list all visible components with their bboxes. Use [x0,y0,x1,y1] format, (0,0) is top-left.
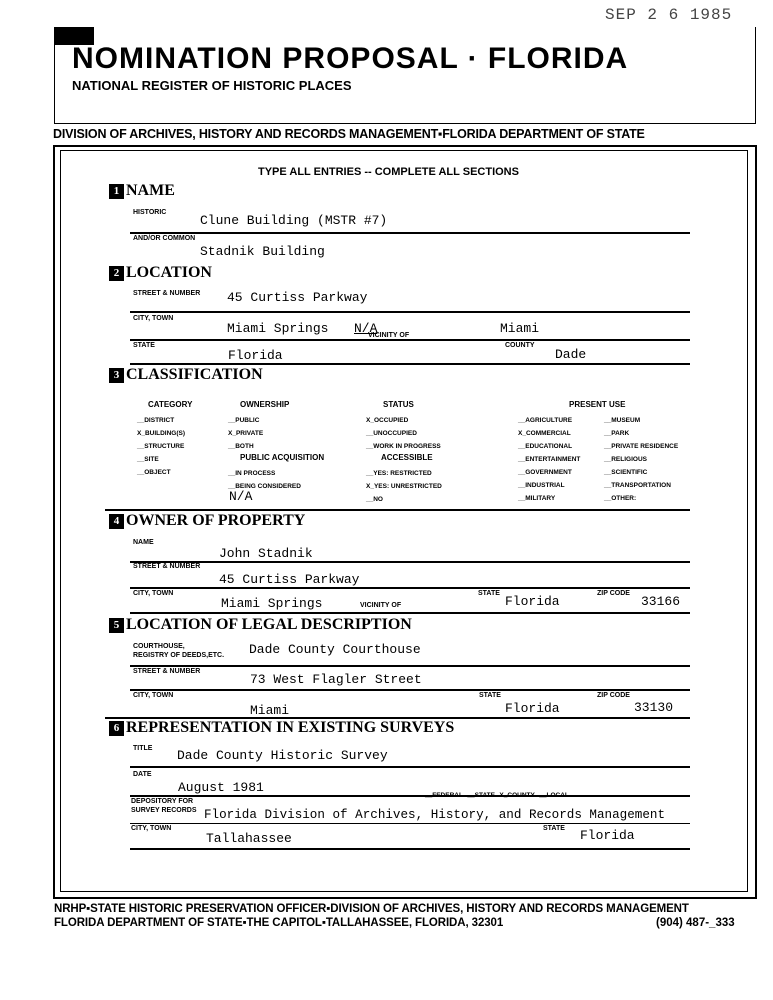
present-use-option[interactable]: __ENTERTAINMENT [518,456,581,463]
section-5-heading [109,616,412,634]
instructions: TYPE ALL ENTRIES -- COMPLETE ALL SECTIONS [258,166,519,178]
section-2-heading [109,264,212,282]
status-heading: STATUS [383,400,414,409]
section-title: LOCATION [126,264,212,281]
rule [130,587,690,589]
present-use-options-left [518,414,580,505]
survey-level-options [425,784,569,802]
depository-state-label: STATE [543,825,565,832]
ownership-option[interactable]: __BOTH [228,443,254,450]
level-option[interactable]: X_COUNTY [499,792,535,799]
owner-state-field[interactable]: Florida [505,594,560,609]
county-label: COUNTY [505,342,535,349]
section-1-heading [109,182,175,200]
legal-zip-field[interactable]: 33130 [634,700,674,715]
survey-date-field[interactable]: August 1981 [178,780,264,795]
rule [130,689,690,691]
present-use-option[interactable]: __TRANSPORTATION [604,482,671,489]
rule [130,311,690,313]
ownership-option[interactable]: X_PRIVATE [228,430,264,437]
city-label: CITY, TOWN [133,315,174,322]
owner-name-field[interactable]: John Stadnik [219,546,313,561]
footer-line-1: NRHP▪STATE HISTORIC PRESERVATION OFFICER▪DIVISION OF ARCHIVES, HISTORY AND RECORDS MANAGEMENT [54,903,689,915]
owner-city-field[interactable]: Miami Springs [221,596,323,611]
legal-city-label: CITY, TOWN [133,692,174,699]
form-subtitle: NATIONAL REGISTER OF HISTORIC PLACES [72,78,352,93]
present-use-option[interactable]: __PRIVATE RESIDENCE [604,443,679,450]
depository-city-field[interactable]: Tallahassee [206,831,292,846]
ownership-heading: OWNERSHIP [240,400,290,409]
rule [130,766,690,768]
present-use-option[interactable]: __MILITARY [518,495,556,502]
present-use-option[interactable]: __MUSEUM [604,417,641,424]
acquisition-option[interactable]: __IN PROCESS [228,470,276,477]
rule [130,612,690,614]
owner-street-field[interactable]: 45 Curtiss Parkway [219,572,360,587]
owner-zip-field[interactable]: 33166 [641,594,681,609]
rule [130,848,690,850]
survey-title-field[interactable]: Dade County Historic Survey [177,748,388,763]
rule [130,363,690,365]
section-4-heading [109,512,305,530]
category-options [137,414,185,479]
section-title: NAME [126,182,175,199]
present-use-option[interactable]: __SCIENTIFIC [604,469,648,476]
rule [130,823,690,824]
present-use-heading: PRESENT USE [569,400,626,409]
registry-label: REGISTRY OF DEEDS,ETC. [133,652,225,659]
form-title: NOMINATION PROPOSAL · FLORIDA [72,42,629,75]
historic-label: HISTORIC [133,209,167,216]
legal-street-field[interactable]: 73 West Flagler Street [250,672,422,687]
survey-date-label: DATE [133,771,152,778]
rule [105,509,690,511]
section-number: 1 [109,184,124,199]
present-use-option[interactable]: __GOVERNMENT [518,469,572,476]
division-banner: DIVISION OF ARCHIVES, HISTORY AND RECORDS MANAGEMENT▪FLORIDA DEPARTMENT OF STATE [53,127,645,141]
rule [130,339,690,341]
acquisition-value[interactable]: N/A [229,489,253,504]
present-use-option[interactable]: __INDUSTRIAL [518,482,565,489]
section-number: 5 [109,618,124,633]
depository-label: DEPOSITORY FOR [131,798,194,805]
present-use-option[interactable]: __OTHER: [604,495,637,502]
legal-state-label: STATE [479,692,501,699]
level-option[interactable]: __FEDERAL [425,792,463,799]
survey-records-label: SURVEY RECORDS [131,807,197,814]
accessible-option[interactable]: __NO [366,496,383,503]
acquisition-heading: PUBLIC ACQUISITION [240,453,325,462]
category-option[interactable]: __SITE [137,456,159,463]
historic-name-field[interactable]: Clune Building (MSTR #7) [200,213,388,228]
rule [130,795,690,797]
section-3-heading [109,366,263,384]
section-number: 6 [109,721,124,736]
owner-street-label: STREET & NUMBER [133,563,201,570]
legal-street-label: STREET & NUMBER [133,668,201,675]
present-use-option[interactable]: __AGRICULTURE [518,417,573,424]
status-option[interactable]: __UNOCCUPIED [366,430,417,437]
common-name-field[interactable]: Stadnik Building [200,244,325,259]
courthouse-field[interactable]: Dade County Courthouse [249,642,421,657]
footer-line-2: FLORIDA DEPARTMENT OF STATE▪THE CAPITOL▪TALLAHASSEE, FLORIDA, 32301 [54,917,504,929]
rule [130,232,690,234]
county-field[interactable]: Dade [555,347,587,362]
section-number: 4 [109,514,124,529]
city-na-field[interactable]: N/A [354,321,378,336]
category-option[interactable]: __OBJECT [137,469,171,476]
street-field[interactable]: 45 Curtiss Parkway [227,290,368,305]
level-option[interactable]: __LOCAL [539,792,569,799]
depository-state-field[interactable]: Florida [580,828,635,843]
category-option[interactable]: __DISTRICT [137,417,175,424]
present-use-options-right [604,414,678,505]
owner-zip-label: ZIP CODE [597,590,630,597]
present-use-option[interactable]: __EDUCATIONAL [518,443,573,450]
street-label: STREET & NUMBER [133,290,201,297]
accessible-option[interactable]: __YES: RESTRICTED [366,470,432,477]
status-option[interactable]: __WORK IN PROGRESS [366,443,441,450]
section-title: LOCATION OF LEGAL DESCRIPTION [126,616,412,633]
rule [130,561,690,563]
footer-phone: (904) 487-_333 [656,917,735,929]
vicinity-label: VICINITY OF [368,332,410,339]
acquisition-option[interactable]: __BEING CONSIDERED [228,483,301,490]
owner-name-label: NAME [133,539,154,546]
owner-vicinity-label: VICINITY OF [360,602,402,609]
section-title: CLASSIFICATION [126,366,263,383]
legal-state-field[interactable]: Florida [505,701,560,716]
category-option[interactable]: __STRUCTURE [137,443,185,450]
owner-state-label: STATE [478,590,500,597]
state-field[interactable]: Florida [228,348,283,363]
section-number: 3 [109,368,124,383]
status-option[interactable]: X_OCCUPIED [366,417,409,424]
courthouse-label: COURTHOUSE, [133,643,185,650]
state-label: STATE [133,342,155,349]
present-use-option[interactable]: X_COMMERCIAL [518,430,571,437]
section-6-heading [109,719,454,737]
depository-field[interactable]: Florida Division of Archives, History, and Records Management [204,808,666,822]
accessible-heading: ACCESSIBLE [381,453,433,462]
survey-title-label: TITLE [133,745,153,752]
vicinity-field[interactable]: Miami [500,321,540,336]
common-name-label: AND/OR COMMON [133,235,196,242]
section-title: OWNER OF PROPERTY [126,512,306,529]
depository-city-label: CITY, TOWN [131,825,172,832]
received-date-stamp: SEP 2 6 1985 [605,6,733,24]
city-field[interactable]: Miami Springs [227,321,329,336]
accessible-options [366,467,442,506]
category-heading: CATEGORY [148,400,193,409]
rule [130,665,690,667]
status-options [366,414,441,453]
ownership-options [228,414,263,453]
legal-zip-label: ZIP CODE [597,692,630,699]
present-use-option[interactable]: __PARK [604,430,630,437]
section-number: 2 [109,266,124,281]
accessible-option[interactable]: X_YES: UNRESTRICTED [366,483,442,490]
level-option[interactable]: __STATE [467,792,495,799]
legal-city-field[interactable]: Miami [250,703,290,718]
category-option[interactable]: X_BUILDING(S) [137,430,186,437]
present-use-option[interactable]: __RELIGIOUS [604,456,647,463]
section-title: REPRESENTATION IN EXISTING SURVEYS [126,719,455,736]
ownership-option[interactable]: __PUBLIC [228,417,260,424]
owner-city-label: CITY, TOWN [133,590,174,597]
